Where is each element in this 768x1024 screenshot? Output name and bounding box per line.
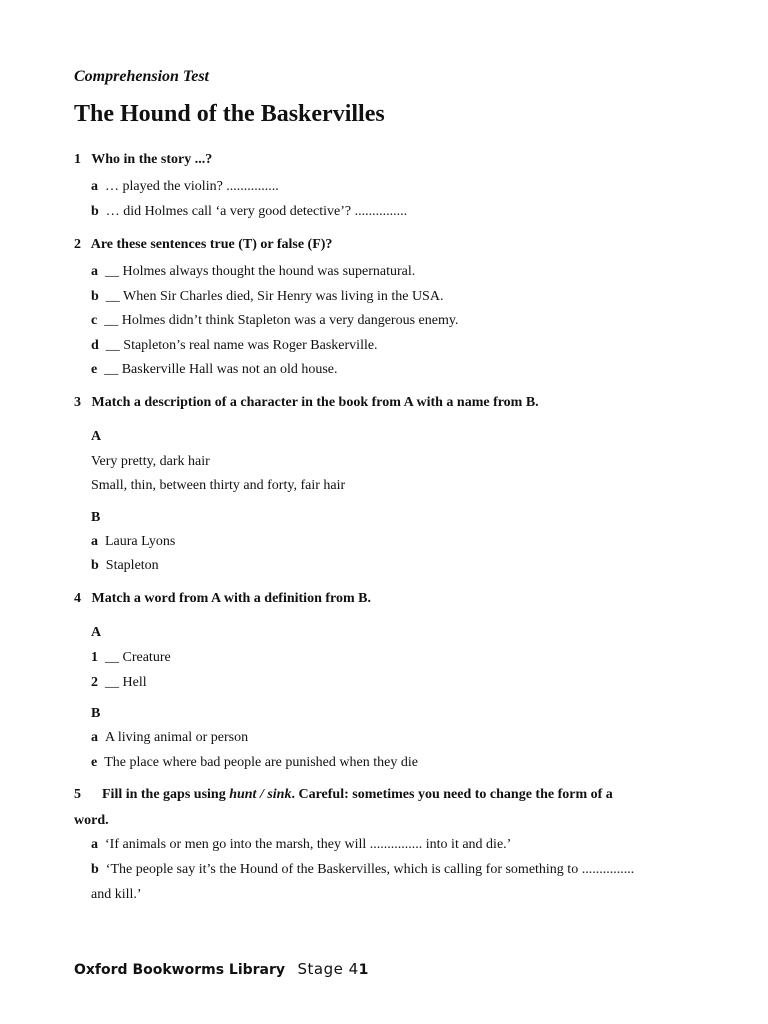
list-item: a A living animal or person xyxy=(91,730,249,745)
question-3 xyxy=(74,395,539,411)
question-number: 3 xyxy=(74,395,81,410)
question-number: 2 xyxy=(74,237,81,252)
question-5-continuation: word. xyxy=(74,813,109,828)
list-item: a ‘If animals or men go into the marsh, they will ............... into it and die.’ xyxy=(91,837,512,852)
question-2 xyxy=(74,237,332,253)
list-item: c __ Holmes didn’t think Stapleton was a very dangerous enemy. xyxy=(91,313,459,328)
list-item: a __ Holmes always thought the hound was supernatural. xyxy=(91,264,416,279)
list-item: e __ Baskerville Hall was not an old house. xyxy=(91,362,338,377)
list-item: d __ Stapleton’s real name was Roger Baskerville. xyxy=(91,338,378,353)
list-item: a … played the violin? ............... xyxy=(91,179,279,194)
column-b-label: B xyxy=(91,510,101,525)
column-b-label: B xyxy=(91,706,101,721)
question-number: 5 xyxy=(74,787,81,802)
question-prompt: Are these sentences true (T) or false (F)? xyxy=(90,237,333,252)
column-a-label: A xyxy=(91,625,102,640)
question-prompt: Match a description of a character in the book from A with a name from B. xyxy=(91,395,539,410)
question-prompt: Match a word from A with a definition from B. xyxy=(91,591,371,606)
page-title: The Hound of the Baskervilles xyxy=(74,101,385,127)
list-item: b Stapleton xyxy=(91,558,159,573)
list-item: b … did Holmes call ‘a very good detective’? ............... xyxy=(91,204,408,219)
list-item: b __ When Sir Charles died, Sir Henry was living in the USA. xyxy=(91,289,444,304)
question-number: 4 xyxy=(74,591,81,606)
series-brand: Oxford Bookworms Library xyxy=(74,962,286,978)
footer xyxy=(74,960,368,978)
question-1 xyxy=(74,152,212,168)
list-item-continuation: and kill.’ xyxy=(91,887,142,902)
list-item: 2 __ Hell xyxy=(91,675,147,690)
list-item: Very pretty, dark hair xyxy=(91,454,210,469)
question-prompt: Who in the story ...? xyxy=(91,152,213,167)
column-a-label: A xyxy=(91,429,102,444)
question-4 xyxy=(74,591,371,607)
list-item: 1 __ Creature xyxy=(91,650,171,665)
question-number: 1 xyxy=(74,152,81,167)
list-item: e The place where bad people are punished when they die xyxy=(91,755,418,770)
gap-words: hunt / sink xyxy=(229,787,292,802)
page-number: 1 xyxy=(358,962,369,978)
list-item: b ‘The people say it’s the Hound of the Baskervilles, which is calling for something to ............... xyxy=(91,862,635,877)
stage-label: Stage 4 xyxy=(297,960,359,978)
test-subtitle: Comprehension Test xyxy=(74,68,209,85)
list-item: a Laura Lyons xyxy=(91,534,176,549)
list-item: Small, thin, between thirty and forty, fair hair xyxy=(91,478,346,493)
question-5: 5 Fill in the gaps using hunt / sink. Careful: sometimes you need to change the form of a xyxy=(74,787,613,802)
